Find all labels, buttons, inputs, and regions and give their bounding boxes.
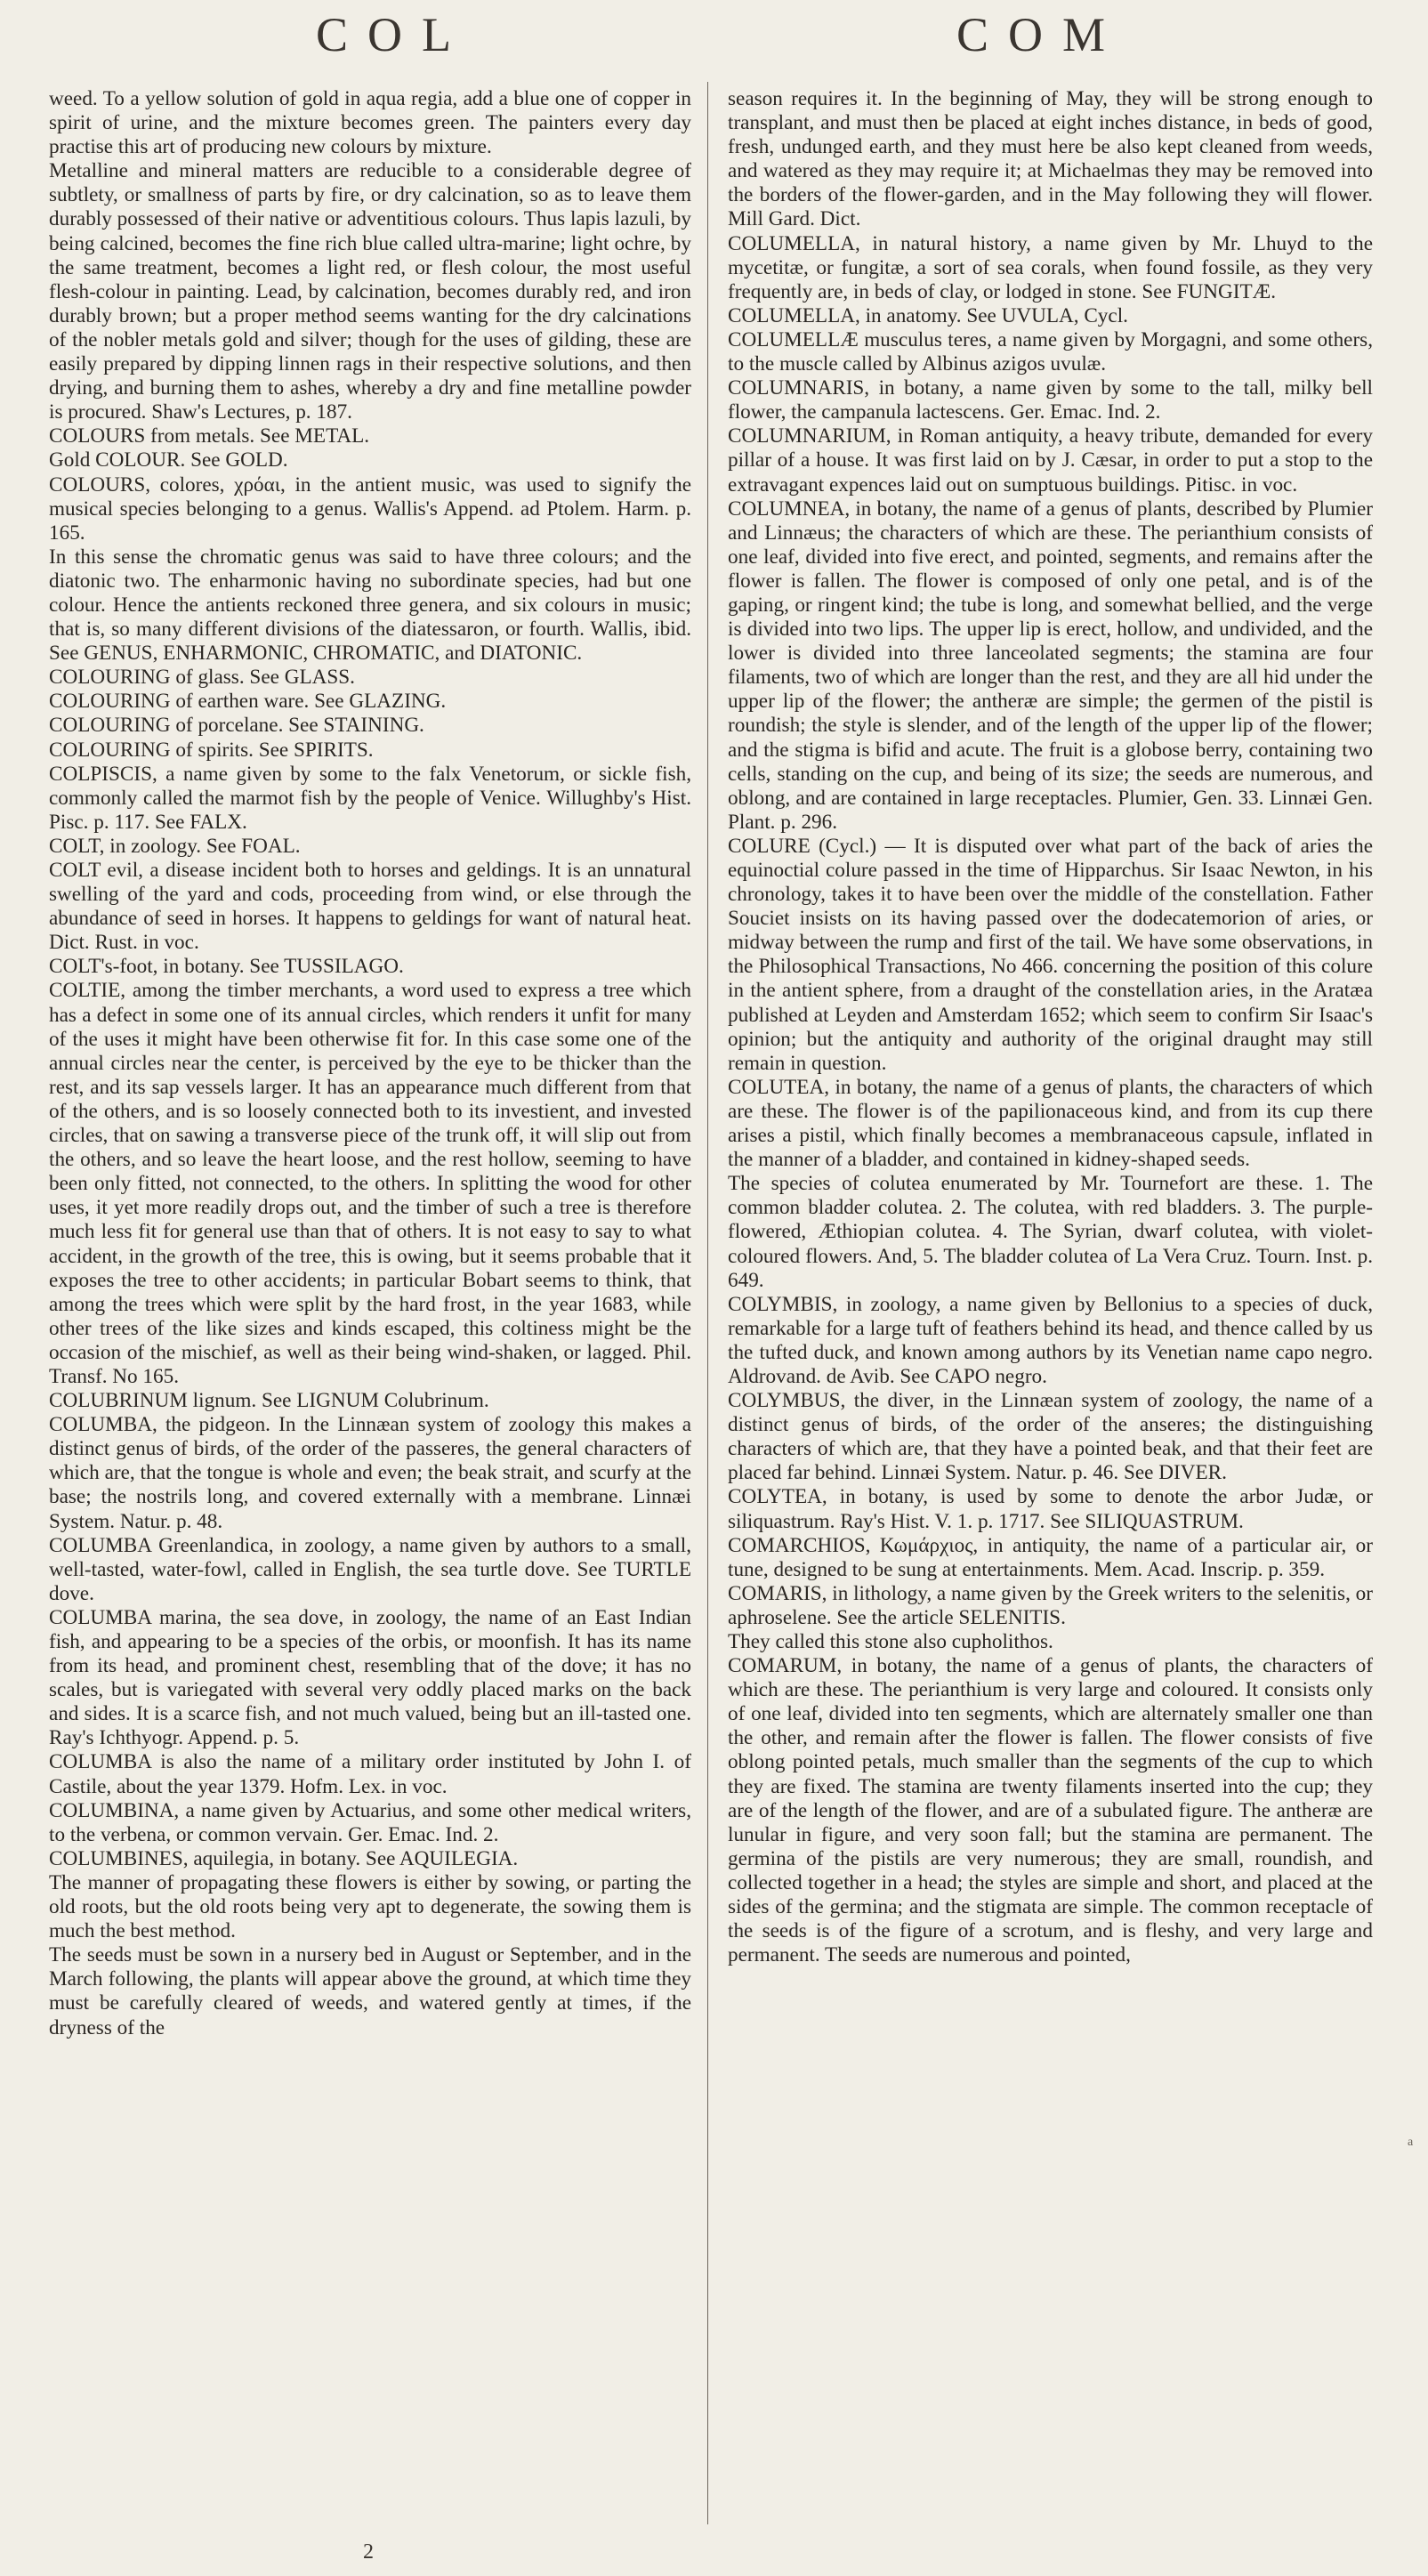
left-column — [49, 87, 691, 2040]
entry-paragraph: COLUMBA, the pidgeon. In the Linnæan system of zoology this makes a distinct genus of birds, of the order of the passeres, the general characters of which are, that the tongue is whole and even; the beak strait, and scurfy at the base; the nostrils long, and covered externally with a membrane. Linnæi System. Natur. p. 48. — [49, 1413, 691, 1533]
entry-paragraph: COMARIS, in lithology, a name given by the Greek writers to the selenitis, or aphroselene. See the article SELENITIS. — [728, 1581, 1373, 1629]
entry-paragraph: COLYTEA, in botany, is used by some to denote the arbor Judæ, or siliquastrum. Ray's Hist. V. 1. p. 1717. See SILIQUASTRUM. — [728, 1485, 1373, 1533]
entry-paragraph: The seeds must be sown in a nursery bed in August or September, and in the March following, the plants will appear above the ground, at which time they must be carefully cleared of weeds, and watered gently at times, if the dryness of the — [49, 1943, 691, 2039]
entry-paragraph: COLUTEA, in botany, the name of a genus of plants, the characters of which are these. The flower is of the papilionaceous kind, and from its cup there arises a pistil, which finally becomes a membranaceous capsule, inflated in the manner of a bladder, and contained in kidney-shaped seeds. — [728, 1075, 1373, 1172]
entry-paragraph: In this sense the chromatic genus was said to have three colours; and the diatonic two. The enharmonic having no subordinate species, had but one colour. Hence the antients reckoned three genera, and six colours in music; that is, so many different divisions of the diatessaron, or fourth. Wallis, ibid. See GENUS, ENHARMONIC, CHROMATIC, and DIATONIC. — [49, 545, 691, 666]
entry-paragraph: COLUBRINUM lignum. See LIGNUM Colubrinum. — [49, 1389, 489, 1413]
running-head-right: COM — [956, 8, 1125, 61]
entry-paragraph: COLUMNEA, in botany, the name of a genus of plants, described by Plumier and Linnæus; the characters of which are these. The perianthium consists of one leaf, divided into five erect, and pointed, segments, and remains after the flower is fallen. The flower is composed of only one petal, and is of the gaping, or ringent kind; the tube is long, and somewhat bellied, and the verge is divided into two lips. The upper lip is erect, hollow, and undivided, and the lower is divided into three lanceolated segments; the stamina are four filaments, two of which are longer than the rest, and they are all hid under the upper lip of the flower; the antheræ are simple; the germen of the pistil is roundish; the style is slender, and of the length of the upper lip of the flower; and the stigma is bifid and acute. The fruit is a globose berry, containing two cells, standing on the cup, and being of its size; the seeds are numerous, and oblong, and are contained in large receptacles. Plumier, Gen. 33. Linnæi Gen. Plant. p. 296. — [728, 497, 1373, 834]
entry-paragraph: COLUMELLÆ musculus teres, a name given by Morgagni, and some others, to the muscle called by Albinus azigos uvulæ. — [728, 327, 1373, 376]
entry-paragraph: COLUMBA Greenlandica, in zoology, a name given by authors to a small, well-tasted, water-fowl, called in English, the sea turtle dove. See TURTLE dove. — [49, 1533, 691, 1605]
column-divider — [707, 82, 708, 2524]
entry-paragraph: COLYMBUS, the diver, in the Linnæan system of zoology, the name of a distinct genus of birds, of the order of the anseres; the distinguishing characters of which are, that they have a pointed beak, and that their feet are placed far behind. Linnæi System. Natur. p. 46. See DIVER. — [728, 1389, 1373, 1485]
page-number: 2 — [363, 2540, 374, 2564]
entry-paragraph: COLUMELLA, in natural history, a name given by Mr. Lhuyd to the mycetitæ, or fungitæ, a sort of sea corals, when found fossile, as they very frequently are, in beds of clay, or lodged in stone. See FUNGITÆ. — [728, 231, 1373, 303]
entry-paragraph: COLUMBA marina, the sea dove, in zoology, the name of an East Indian fish, and appearing to be a species of the orbis, or moonfish. It has its name from its head, and prominent chest, resembling that of the dove; it has no scales, but is variegated with several very oddly placed marks on the back and sides. It is a scarce fish, and not much valued, being but an ill-tasted one. Ray's Ichthyogr. Append. p. 5. — [49, 1605, 691, 1750]
entry-paragraph: COLUMBA is also the name of a military order instituted by John I. of Castile, about the year 1379. Hofm. Lex. in voc. — [49, 1750, 691, 1798]
entry-paragraph: COLURE (Cycl.) — It is disputed over what part of the back of aries the equinoctial colure passed in the time of Hipparchus. Sir Isaac Newton, in his chronology, takes it to have been over the middle of the constellation. Father Souciet insists on its having passed over the dodecatemorion of aries, or midway between the rump and first of the tail. We have some observations, in the Philosophical Transactions, No 466. concerning the position of this colure in the antient sphere, from a draught of the constellation aries, in the Aratæa published at Leyden and Amsterdam 1652; which seem to confirm Sir Isaac's opinion; but the antiquity and authority of the original draught may still remain in question. — [728, 834, 1373, 1075]
entry-paragraph: They called this stone also cupholithos. — [728, 1630, 1053, 1653]
running-head-left: COL — [316, 8, 471, 61]
entry-paragraph: COLOURS, colores, χρόαι, in the antient music, was used to signify the musical species belonging to a genus. Wallis's Append. ad Ptolem. Harm. p. 165. — [49, 472, 691, 545]
entry-paragraph: season requires it. In the beginning of May, they will be strong enough to transplant, and must then be placed at eight inches distance, in beds of good, fresh, undunged earth, and they must here be also kept cleaned from weeds, and watered as they may require it; at Michaelmas they may be removed into the borders of the flower-garden, and in the May following they will flower. Mill Gard. Dict. — [728, 87, 1373, 231]
entry-paragraph: COLPISCIS, a name given by some to the falx Venetorum, or sickle fish, commonly called the marmot fish by the people of Venice. Willughby's Hist. Pisc. p. 117. See FALX. — [49, 762, 691, 834]
entry-paragraph: COLUMBINA, a name given by Actuarius, and some other medical writers, to the verbena, or common vervain. Ger. Emac. Ind. 2. — [49, 1798, 691, 1846]
entry-paragraph: COLUMELLA, in anatomy. See UVULA, Cycl. — [728, 303, 1128, 327]
edge-mark: a — [1408, 2136, 1414, 2149]
entry-paragraph: COLT, in zoology. See FOAL. — [49, 834, 301, 858]
entry-paragraph: COLOURING of spirits. See SPIRITS. — [49, 738, 374, 762]
entry-paragraph: COLOURING of glass. See GLASS. — [49, 666, 355, 690]
entry-paragraph: weed. To a yellow solution of gold in aqua regia, add a blue one of copper in spirit of urine, and the mixture becomes green. The painters every day practise this art of producing new colours by mixture. — [49, 87, 691, 159]
entry-paragraph: COLUMNARIS, in botany, a name given by some to the tall, milky bell flower, the campanula lactescens. Ger. Emac. Ind. 2. — [728, 376, 1373, 424]
entry-paragraph: COLT's-foot, in botany. See TUSSILAGO. — [49, 955, 404, 979]
right-column — [728, 87, 1373, 1967]
entry-paragraph: COMARCHIOS, Κωμάρχιος, in antiquity, the name of a particular air, or tune, designed to be sung at entertainments. Mem. Acad. Inscrip. p. 359. — [728, 1533, 1373, 1581]
entry-paragraph: The species of colutea enumerated by Mr. Tournefort are these. 1. The common bladder colutea. 2. The colutea, with red bladders. 3. The purple-flowered, Æthiopian colutea. 4. The Syrian, dwarf colutea, with violet-coloured flowers. And, 5. The bladder colutea of La Vera Cruz. Tourn. Inst. p. 649. — [728, 1172, 1373, 1292]
entry-paragraph: Gold COLOUR. See GOLD. — [49, 448, 288, 472]
entry-paragraph: The manner of propagating these flowers is either by sowing, or parting the old roots, but the old roots being very apt to degenerate, the sowing them is much the best method. — [49, 1870, 691, 1943]
entry-paragraph: COLT evil, a disease incident both to horses and geldings. It is an unnatural swelling of the yard and cods, proceeding from wind, or else through the abundance of seed in horses. It happens to geldings for want of natural heat. Dict. Rust. in voc. — [49, 859, 691, 955]
entry-paragraph: COLTIE, among the timber merchants, a word used to express a tree which has a defect in some one of its annual circles, which renders it unfit for many of the uses it might have been otherwise fit for. In this case some one of the annual circles near the center, is perceived by the eye to be thicker than the rest, and its sap vessels larger. It has an appearance much different from that of the others, and is so loosely connected both to its investient, and invested circles, that on sawing a transverse piece of the trunk off, it will slip out from the others, and so leave the heart loose, and the rest hollow, seeming to have been only fitted, not connected, to the others. In splitting the wood for other uses, it yet more readily drops out, and the timber of such a tree is therefore much less fit for general use than that of others. It is not easy to say to what accident, in the growth of the tree, this is owing, but it seems probable that it exposes the tree to other accidents; in particular Bobart seems to think, that among the trees which were split by the hard frost, in the year 1683, while other trees of the like sizes and kinds escaped, this coltiness might be the occasion of the mischief, as well as their being wind-shaken, or lagged. Phil. Transf. No 165. — [49, 979, 691, 1388]
entry-paragraph: COMARUM, in botany, the name of a genus of plants, the characters of which are these. The perianthium is very large and coloured. It consists only of one leaf, divided into ten segments, which are alternately smaller one than the other, and remain after the flower is fallen. The flower consists of five oblong pointed petals, much smaller than the segments of the cup to which they are fixed. The stamina are twenty filaments inserted into the cup; they are of the length of the flower, and are of a subulated figure. The antheræ are lunular in figure, and very soon fall; but the stamina are permanent. The germina of the pistils are very numerous; they are small, roundish, and collected together in a head; the styles are simple and short, and placed at the sides of the germina; and the stigmata are simple. The common receptacle of the seeds is of the figure of a scrotum, and is fleshy, and very large and permanent. The seeds are numerous and pointed, — [728, 1654, 1373, 1967]
entry-paragraph: COLUMBINES, aquilegia, in botany. See AQUILEGIA. — [49, 1846, 519, 1870]
entry-paragraph: COLOURING of porcelane. See STAINING. — [49, 714, 424, 738]
entry-paragraph: COLUMNARIUM, in Roman antiquity, a heavy tribute, demanded for every pillar of a house. It was first laid on by J. Cæsar, in order to put a stop to the extravagant expences laid out on sumptuous buildings. Pitisc. in voc. — [728, 424, 1373, 497]
entry-paragraph: COLOURING of earthen ware. See GLAZING. — [49, 690, 447, 714]
entry-paragraph: COLOURS from metals. See METAL. — [49, 424, 370, 448]
entry-paragraph: COLYMBIS, in zoology, a name given by Bellonius to a species of duck, remarkable for a large tuft of feathers behind its head, and thence called by us the tufted duck, and known among authors by its Venetian name capo negro. Aldrovand. de Avib. See CAPO negro. — [728, 1292, 1373, 1388]
entry-paragraph: Metalline and mineral matters are reducible to a considerable degree of subtlety, or smallness of parts by fire, or dry calcination, so as to leave them durably possessed of their native or adventitious colours. Thus lapis lazuli, by being calcined, becomes the fine rich blue called ultra-marine; light ochre, by the same treatment, becomes a light red, or flesh colour, the most useful flesh-colour in painting. Lead, by calcination, becomes durably red, and iron durably brown; but a proper method seems wanting for the dry calcinations of the nobler metals gold and silver; though for the uses of gilding, these are easily prepared by dipping linnen rags in their respective solutions, and then drying, and burning them to ashes, whereby a dry and fine metalline powder is procured. Shaw's Lectures, p. 187. — [49, 159, 691, 424]
